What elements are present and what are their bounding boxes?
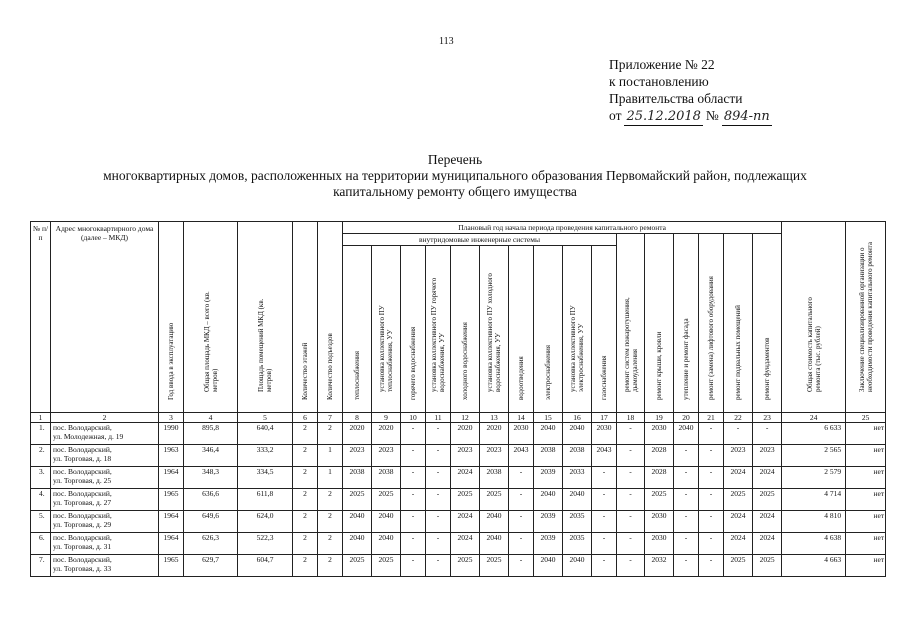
address-line-1: пос. Володарский, (53, 489, 112, 498)
table-cell: 2043 (509, 445, 534, 467)
table-cell: 1965 (159, 489, 184, 511)
table-cell: 2039 (534, 467, 563, 489)
table-cell: - (401, 445, 426, 467)
table-cell: 2025 (343, 555, 372, 577)
table-cell: 2025 (451, 489, 480, 511)
column-number: 13 (480, 413, 509, 423)
table-cell: - (724, 423, 753, 445)
table-cell: - (401, 533, 426, 555)
table-cell: 2024 (451, 467, 480, 489)
column-number: 5 (238, 413, 293, 423)
column-number: 3 (159, 413, 184, 423)
row-address (51, 555, 159, 577)
header-hot-water: горячего водоснабжения (401, 246, 426, 413)
row-address (51, 423, 159, 445)
table-cell: - (617, 423, 645, 445)
header-electricity-meter: установка коллективного ПУ электроснабжения, УУ (563, 246, 592, 413)
table-cell: 2028 (645, 445, 674, 467)
header-drainage: водоотведения (509, 246, 534, 413)
table-cell: 2 (293, 489, 318, 511)
table-cell: 604,7 (238, 555, 293, 577)
table-cell: 629,7 (184, 555, 238, 577)
table-cell: - (426, 511, 451, 533)
column-number: 21 (699, 413, 724, 423)
table-cell: 2043 (592, 445, 617, 467)
table-cell: 2 (293, 445, 318, 467)
table-cell: 2032 (645, 555, 674, 577)
table-cell: 2 (318, 555, 343, 577)
table-cell: 2033 (563, 467, 592, 489)
table-cell: 2023 (480, 445, 509, 467)
table-cell: 2020 (480, 423, 509, 445)
header-heat-meter: установка коллективного ПУ теплоснабжения, УУ (372, 246, 401, 413)
row-number: 6. (31, 533, 51, 555)
table-cell: 2040 (534, 489, 563, 511)
header-roof: ремонт крыши, кровли (645, 234, 674, 413)
table-cell: 2035 (563, 533, 592, 555)
table-cell: 1 (318, 445, 343, 467)
column-number: 6 (293, 413, 318, 423)
header-cold-water-meter: установка коллективного ПУ холодного водоснабжения, УУ (480, 246, 509, 413)
buildings-table (30, 221, 886, 577)
table-cell: 2030 (645, 511, 674, 533)
table-cell: - (401, 489, 426, 511)
table-cell: - (617, 533, 645, 555)
header-hot-water-meter: установка коллективного ПУ горячего водоснабжения, УУ (426, 246, 451, 413)
table-cell: 2040 (372, 511, 401, 533)
header-entrances: Количество подъездов (318, 222, 343, 413)
table-cell: - (617, 511, 645, 533)
column-number: 25 (846, 413, 886, 423)
header-facade: утепление и ремонт фасада (674, 234, 699, 413)
header-engineering: внутридомовые инженерные системы (343, 234, 617, 246)
column-number: 4 (184, 413, 238, 423)
column-number: 20 (674, 413, 699, 423)
row-address (51, 533, 159, 555)
table-cell: 640,4 (238, 423, 293, 445)
title-line-1: Перечень (427, 152, 483, 167)
table-cell: - (753, 423, 782, 445)
address-line-2: ул. Торговая, д. 18 (53, 454, 112, 463)
annex-line-1: Приложение № 22 (609, 57, 715, 72)
table-cell: - (509, 511, 534, 533)
table-cell: - (699, 423, 724, 445)
table-cell: 2024 (724, 533, 753, 555)
header-basement: ремонт подвальных помещений (724, 234, 753, 413)
table-cell: - (426, 467, 451, 489)
column-number: 23 (753, 413, 782, 423)
table-cell: - (401, 423, 426, 445)
table-row (31, 423, 886, 445)
table-cell: - (426, 533, 451, 555)
table-cell: 522,3 (238, 533, 293, 555)
column-number: 10 (401, 413, 426, 423)
table-cell: 2038 (343, 467, 372, 489)
table-cell: - (592, 533, 617, 555)
table-cell: 2038 (480, 467, 509, 489)
column-number: 15 (534, 413, 563, 423)
table-cell: - (426, 555, 451, 577)
table-cell: 2 579 (782, 467, 846, 489)
table-cell: 1964 (159, 511, 184, 533)
table-cell: 2023 (451, 445, 480, 467)
header-floors: Количество этажей (293, 222, 318, 413)
table-cell: 895,8 (184, 423, 238, 445)
table-cell: 2030 (592, 423, 617, 445)
table-cell: 2038 (534, 445, 563, 467)
address-line-1: пос. Володарский, (53, 511, 112, 520)
table-cell: 2 (293, 533, 318, 555)
annex-block (609, 56, 775, 126)
table-cell: - (674, 511, 699, 533)
table-cell: 2025 (645, 489, 674, 511)
column-number: 19 (645, 413, 674, 423)
row-number: 7. (31, 555, 51, 577)
table-cell: 2020 (451, 423, 480, 445)
column-number: 18 (617, 413, 645, 423)
table-cell: 2 (293, 555, 318, 577)
column-number: 2 (51, 413, 159, 423)
row-address (51, 489, 159, 511)
table-cell: 2028 (645, 467, 674, 489)
table-cell: 2023 (753, 445, 782, 467)
row-number: 3. (31, 467, 51, 489)
annex-line-2: к постановлению (609, 74, 709, 89)
table-cell: - (592, 489, 617, 511)
address-line-2: ул. Торговая, д. 27 (53, 498, 112, 507)
header-premises-area: Площадь помещений МКД (кв. метров) (238, 222, 293, 413)
column-number: 11 (426, 413, 451, 423)
table-cell: 2025 (753, 555, 782, 577)
address-line-2: ул. Торговая, д. 29 (53, 520, 112, 529)
row-address (51, 445, 159, 467)
column-number: 22 (724, 413, 753, 423)
table-cell: нет (846, 489, 886, 511)
table-cell: 2040 (534, 423, 563, 445)
table-cell: 2038 (563, 445, 592, 467)
table-row (31, 533, 886, 555)
header-electricity: электроснабжения (534, 246, 563, 413)
address-line-2: ул. Торговая, д. 25 (53, 476, 112, 485)
address-line-1: пос. Володарский, (53, 555, 112, 564)
table-cell: 2025 (753, 489, 782, 511)
table-row (31, 511, 886, 533)
table-cell: - (674, 467, 699, 489)
table-cell: 4 810 (782, 511, 846, 533)
row-number: 2. (31, 445, 51, 467)
table-cell: 2025 (343, 489, 372, 511)
address-line-1: пос. Володарский, (53, 423, 112, 432)
table-cell: 333,2 (238, 445, 293, 467)
row-number: 1. (31, 423, 51, 445)
annex-date-line (609, 107, 775, 126)
table-cell: нет (846, 533, 886, 555)
table-row (31, 445, 886, 467)
table-cell: 2 (318, 423, 343, 445)
header-year-built: Год ввода в эксплуатацию (159, 222, 184, 413)
header-address: Адрес многоквартирного дома (далее – МКД) (51, 222, 159, 413)
table-cell: 2040 (480, 533, 509, 555)
table-cell: 2040 (563, 555, 592, 577)
table-cell: 2 (318, 511, 343, 533)
table-cell: 624,0 (238, 511, 293, 533)
table-cell: 2030 (509, 423, 534, 445)
column-number: 1 (31, 413, 51, 423)
table-cell: 1965 (159, 555, 184, 577)
header-conclusion: Заключение специализированной организации о необходимости проведения капитального ремонта (846, 222, 886, 413)
table-cell: 2023 (372, 445, 401, 467)
table-cell: нет (846, 423, 886, 445)
table-cell: 6 633 (782, 423, 846, 445)
table-row (31, 489, 886, 511)
table-cell: - (617, 555, 645, 577)
table-cell: 2 (293, 423, 318, 445)
table-row (31, 467, 886, 489)
header-foundation: ремонт фундаментов (753, 234, 782, 413)
table-cell: 2039 (534, 511, 563, 533)
address-line-2: ул. Молодежная, д. 19 (53, 432, 124, 441)
table-cell: 2023 (724, 445, 753, 467)
table-cell: 2024 (753, 467, 782, 489)
table-cell: - (674, 445, 699, 467)
header-total-area: Общая площадь МКД – всего (кв. метров) (184, 222, 238, 413)
table-cell: - (674, 533, 699, 555)
header-heat: теплоснабжения (343, 246, 372, 413)
table-cell: 2024 (753, 533, 782, 555)
table-cell: - (401, 467, 426, 489)
table-cell: - (592, 511, 617, 533)
table-cell: 1963 (159, 445, 184, 467)
table-cell: нет (846, 511, 886, 533)
table-cell: - (426, 489, 451, 511)
row-number: 4. (31, 489, 51, 511)
header-planned-year: Плановый год начала периода проведения капитального ремонта (343, 222, 782, 234)
table-cell: нет (846, 445, 886, 467)
table-cell: - (617, 467, 645, 489)
table-cell: 2038 (372, 467, 401, 489)
table-cell: 2040 (534, 555, 563, 577)
table-cell: - (699, 511, 724, 533)
header-total-cost: Общая стоимость капитального ремонта (тыс. рублей) (782, 222, 846, 413)
address-line-1: пос. Володарский, (53, 467, 112, 476)
annex-from-prefix: от (609, 108, 622, 123)
table-cell: 2025 (372, 489, 401, 511)
column-number: 14 (509, 413, 534, 423)
table-cell: - (674, 555, 699, 577)
table-cell: - (592, 467, 617, 489)
table-cell: 2024 (451, 533, 480, 555)
table-cell: 2025 (480, 555, 509, 577)
table-cell: - (509, 489, 534, 511)
table-cell: - (617, 489, 645, 511)
column-number: 16 (563, 413, 592, 423)
table-cell: 2025 (372, 555, 401, 577)
row-address (51, 467, 159, 489)
header-gas: газоснабжения (592, 246, 617, 413)
table-cell: 348,3 (184, 467, 238, 489)
table-cell: - (617, 445, 645, 467)
table-cell: - (401, 511, 426, 533)
annex-number: 894-пп (723, 109, 770, 124)
title-line-2: многоквартирных домов, расположенных на территории муниципального образования Первомайский район, подлежащих (103, 168, 807, 183)
table-cell: 1964 (159, 533, 184, 555)
table-cell: - (592, 555, 617, 577)
table-cell: 611,8 (238, 489, 293, 511)
table-cell: 636,6 (184, 489, 238, 511)
table-cell: - (674, 489, 699, 511)
table-cell: 2024 (724, 467, 753, 489)
table-cell: 2024 (724, 511, 753, 533)
table-cell: 2040 (480, 511, 509, 533)
address-line-1: пос. Володарский, (53, 445, 112, 454)
column-number-row (31, 413, 886, 423)
table-cell: 346,4 (184, 445, 238, 467)
column-number: 9 (372, 413, 401, 423)
table-cell: 2030 (645, 533, 674, 555)
annex-line-3: Правительства области (609, 91, 743, 106)
table-cell: 1964 (159, 467, 184, 489)
annex-date: 25.12.2018 (626, 109, 701, 124)
table-cell: нет (846, 467, 886, 489)
table-cell: - (509, 555, 534, 577)
document-title (40, 152, 870, 200)
table-cell: 1990 (159, 423, 184, 445)
table-cell: 2040 (563, 489, 592, 511)
table-cell: - (699, 489, 724, 511)
address-line-2: ул. Торговая, д. 31 (53, 542, 112, 551)
address-line-2: ул. Торговая, д. 33 (53, 564, 112, 573)
table-cell: - (699, 533, 724, 555)
table-cell: 2 (293, 511, 318, 533)
table-cell: 2025 (724, 555, 753, 577)
table-cell: - (426, 445, 451, 467)
table-cell: 2 (318, 489, 343, 511)
annex-number-sign: № (705, 108, 719, 123)
table-cell: 2040 (372, 533, 401, 555)
table-cell: 2030 (645, 423, 674, 445)
table-cell: 2035 (563, 511, 592, 533)
table-cell: 2023 (343, 445, 372, 467)
table-cell: 4 714 (782, 489, 846, 511)
table-row (31, 555, 886, 577)
header-elevator: ремонт (замена) лифтового оборудования (699, 234, 724, 413)
table-cell: - (699, 445, 724, 467)
table-cell: 334,5 (238, 467, 293, 489)
table-cell: 4 663 (782, 555, 846, 577)
table-cell: - (699, 467, 724, 489)
column-number: 7 (318, 413, 343, 423)
table-cell: 2025 (724, 489, 753, 511)
row-address (51, 511, 159, 533)
header-num: № п/п (31, 222, 51, 413)
column-number: 17 (592, 413, 617, 423)
table-cell: 4 638 (782, 533, 846, 555)
table-cell: - (401, 555, 426, 577)
table-cell: 626,3 (184, 533, 238, 555)
table-cell: 2040 (343, 533, 372, 555)
row-number: 5. (31, 511, 51, 533)
header-fire-systems: ремонт систем пожаротушения, дымоудаления (617, 234, 645, 413)
table-cell: 2039 (534, 533, 563, 555)
table-cell: 2024 (753, 511, 782, 533)
table-cell: 2040 (343, 511, 372, 533)
table-cell: 2020 (372, 423, 401, 445)
table-cell: 2025 (480, 489, 509, 511)
table-cell: - (699, 555, 724, 577)
address-line-1: пос. Володарский, (53, 533, 112, 542)
table-cell: нет (846, 555, 886, 577)
column-number: 12 (451, 413, 480, 423)
table-cell: - (426, 423, 451, 445)
table-cell: 2 565 (782, 445, 846, 467)
title-line-3: капитальному ремонту общего имущества (333, 184, 577, 199)
header-cold-water: холодного водоснабжения (451, 246, 480, 413)
table-cell: 2040 (563, 423, 592, 445)
column-number: 24 (782, 413, 846, 423)
column-number: 8 (343, 413, 372, 423)
table-cell: 2020 (343, 423, 372, 445)
table-cell: 2 (318, 533, 343, 555)
page-number: 113 (439, 36, 454, 47)
table-cell: 1 (318, 467, 343, 489)
table-cell: 2024 (451, 511, 480, 533)
table-cell: 2 (293, 467, 318, 489)
table-cell: 2025 (451, 555, 480, 577)
table-cell: - (509, 467, 534, 489)
table-cell: - (509, 533, 534, 555)
table-cell: 2040 (674, 423, 699, 445)
table-cell: 649,6 (184, 511, 238, 533)
